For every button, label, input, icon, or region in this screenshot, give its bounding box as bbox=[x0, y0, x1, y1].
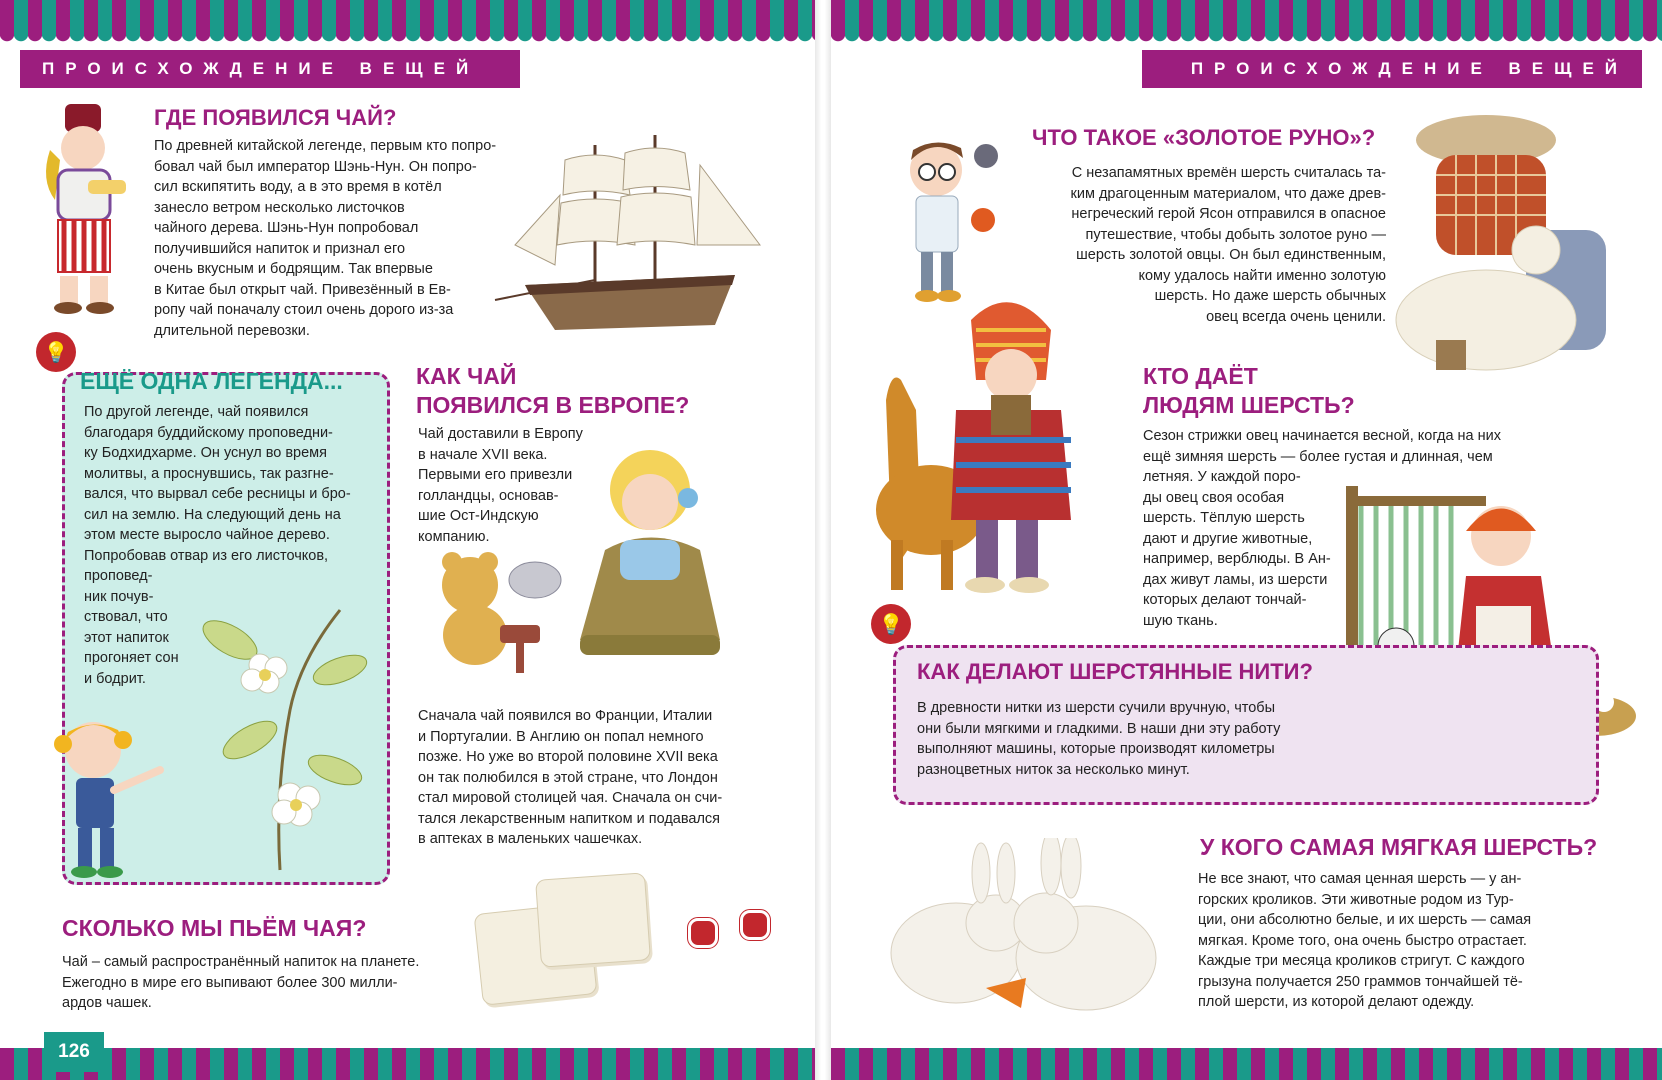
europe-text-1: Чай доставили в Европу в начале XVII века. Первыми его привезли голландцы, основав- шие Ост-Индскую компанию. bbox=[418, 426, 583, 545]
chinese-boy-illustration bbox=[30, 100, 140, 320]
lightbulb-icon: 💡 bbox=[871, 604, 911, 644]
how-much-title: СКОЛЬКО МЫ ПЬЁМ ЧАЯ? bbox=[62, 915, 367, 941]
book-gutter bbox=[815, 0, 831, 1080]
europe-title-line2: ПОЯВИЛСЯ В ЕВРОПЕ? bbox=[416, 392, 690, 418]
farmer-shearing-sheep-illustration bbox=[1376, 100, 1646, 390]
bottom-stripe-border bbox=[0, 1048, 815, 1080]
softest-wool-title: У КОГО САМАЯ МЯГКАЯ ШЕРСТЬ? bbox=[1200, 834, 1598, 860]
softest-wool-text: Не все знают, что самая ценная шерсть — у ан- горских кроликов. Эти животные родом из Тур- ции, они абсолютно белые, и их шерсть — самая мягкая. Кроме того, она очень быстро отрастает. Каждые три месяца кроликов стригут. С каждого грызуна получается 250 граммов тончайшей тё- плой шерсти, из которой делают одежду. bbox=[1198, 871, 1532, 1010]
top-stripe-border bbox=[831, 0, 1662, 44]
section-header: ПРОИСХОЖДЕНИЕ ВЕЩЕЙ bbox=[1142, 50, 1642, 88]
who-gives-wool-title-line2: ЛЮДЯМ ШЕРСТЬ? bbox=[1143, 392, 1355, 418]
girl-tea-party-illustration bbox=[420, 440, 780, 680]
legend-text: По другой легенде, чай появился благодаря буддийскому проповедни- ку Бодхидхарме. Он уснул во время молитвы, а проснувшись, так разгне- вался, что вырвал себе ресницы и бро- сил на землю. На следующий день на этом месте выросло чайное дерево. Попробовав отвар из его листочков, проповед- ник почув- ствовал, что этот напиток прогоняет сон и бодрит. bbox=[84, 404, 351, 687]
left-page bbox=[0, 0, 815, 1080]
legend-title: ЕЩЁ ОДНА ЛЕГЕНДА... bbox=[80, 368, 343, 394]
tea-tag-icon bbox=[688, 918, 718, 948]
top-stripe-border bbox=[0, 0, 815, 44]
tea-branch-illustration bbox=[190, 590, 380, 880]
golden-fleece-title: ЧТО ТАКОЕ «ЗОЛОТОЕ РУНО»? bbox=[1032, 125, 1376, 150]
tea-bag-illustration bbox=[535, 872, 651, 967]
europe-title-line1: КАК ЧАЙ bbox=[416, 363, 517, 389]
lightbulb-icon: 💡 bbox=[36, 332, 76, 372]
europe-text-2: Сначала чай появился во Франции, Италии и Португалии. В Англию он попал немного позже. Но уже во второй половине XVII века он так полюбился в этой стране, что Лондон стал мировой столицей чая. Сначала он счи- тался лекарственным напитком и подавался в аптеках в маленьких чашечках. bbox=[418, 708, 723, 847]
sailing-ship-illustration bbox=[485, 125, 775, 350]
bottom-stripe-border bbox=[831, 1048, 1662, 1080]
right-page bbox=[831, 0, 1662, 1080]
tea-origin-title: ГДЕ ПОЯВИЛСЯ ЧАЙ? bbox=[154, 105, 397, 130]
pointing-girl-illustration bbox=[48, 710, 168, 885]
llama-and-child-illustration bbox=[861, 290, 1071, 620]
tea-origin-text: По древней китайской легенде, первым кто попро- бовал чай был император Шэнь-Нун. Он попро- сил вскипятить воду, а в это время в котёл занесло ветром несколько листочков чайного дерева. Шэнь-Нун попробовал получившийся напиток и признал его очень вкусным и бодрящим. Так впервые в Китае был открыт чай. Привезённый в Ев- ропу чай поначалу стоил очень дорого из-за длительной перевозки. bbox=[154, 138, 497, 339]
wool-threads-text: В древности нитки из шерсти сучили вручную, чтобы они были мягкими и гладкими. В наши дни эту работу выполняют машины, которые производят километры разноцветных ниток за несколько минут. bbox=[917, 700, 1281, 778]
section-header: ПРОИСХОЖДЕНИЕ ВЕЩЕЙ bbox=[20, 50, 520, 88]
how-much-text: Чай – самый распространённый напиток на планете. Ежегодно в мире его выпивают более 300 милли- ардов чашек. bbox=[62, 954, 420, 1011]
who-gives-wool-text: Сезон стрижки овец начинается весной, когда на них ещё зимняя шерсть — более густая и длинная, чем летняя. У каждой поро- ды овец своя особая шерсть. Тёплую шерсть дают и другие животные, например, верблюды. В Ан- дах живут ламы, из шерсти которых делают тончай- шую ткань. bbox=[1143, 428, 1502, 629]
who-gives-wool-title-line1: КТО ДАЁТ bbox=[1143, 363, 1258, 389]
tea-tag-icon bbox=[740, 910, 770, 940]
rabbits-illustration bbox=[886, 838, 1166, 1028]
golden-fleece-text: С незапамятных времён шерсть считалась та- ким драгоценным материалом, что даже древ- негреческий герой Ясон отправился в опасное путешествие, чтобы добыть золотое руно — шерсть золотой овцы. Он был единственным, кому удалось найти именно золотую шерсть. Но даже шерсть обычных овец всегда очень ценили. bbox=[1070, 165, 1386, 325]
wool-threads-title: КАК ДЕЛАЮТ ШЕРСТЯННЫЕ НИТИ? bbox=[917, 659, 1313, 684]
scientist-boy-illustration bbox=[891, 130, 1011, 310]
page-number: 126 bbox=[44, 1032, 104, 1072]
